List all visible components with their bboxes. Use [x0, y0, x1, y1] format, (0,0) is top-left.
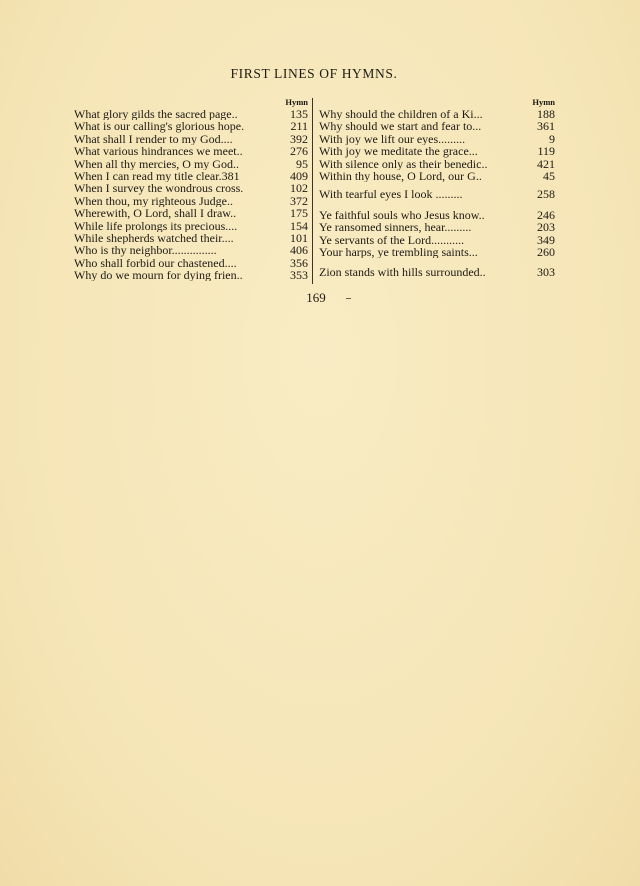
hymn-number: 421 — [537, 156, 555, 171]
list-item — [319, 108, 555, 120]
hymn-first-line: Why should we start and fear to... — [319, 120, 482, 133]
hymn-first-line: What various hindrances we meet.. — [74, 145, 243, 158]
hymn-first-line: Ye ransomed sinners, hear......... — [319, 221, 472, 234]
hymn-first-line: Who shall forbid our chastened.... — [74, 256, 237, 270]
hymn-first-line: What is our calling's glorious hope. — [74, 120, 245, 133]
hymn-first-line: With joy we meditate the grace... — [319, 145, 478, 158]
hymn-number: 356 — [290, 255, 308, 270]
hymn-first-line: With silence only as their benedic.. — [319, 157, 488, 170]
hymn-first-line: When thou, my righteous Judge.. — [74, 194, 233, 208]
list-item — [74, 220, 308, 232]
hymn-number: 246 — [537, 207, 555, 222]
list-item — [319, 266, 555, 278]
left-column — [74, 96, 308, 281]
hymn-number: 175 — [290, 206, 308, 221]
hymn-number: 406 — [290, 243, 308, 258]
hymn-number: 361 — [537, 119, 555, 134]
hymn-first-line: When I survey the wondrous cross. — [74, 182, 244, 195]
hymn-first-line: When I can read my title clear.381 — [74, 169, 240, 183]
hymn-first-line: With joy we lift our eyes......... — [319, 132, 466, 146]
hymn-first-line: Within thy house, O Lord, our G.. — [319, 169, 482, 183]
page-number: 169 — [306, 290, 326, 305]
list-item — [74, 108, 308, 120]
hymn-number: 119 — [537, 144, 555, 159]
hymn-number: 135 — [290, 107, 308, 121]
hymn-number: 211 — [290, 119, 308, 134]
hymn-number: 353 — [290, 268, 308, 283]
hymn-number: 45 — [543, 168, 555, 183]
list-item — [74, 195, 308, 207]
list-item — [74, 133, 308, 145]
hymn-first-line: Zion stands with hills surrounded.. — [319, 266, 486, 279]
print-mark — [346, 298, 351, 299]
hymn-number: 102 — [290, 181, 308, 196]
list-item — [74, 269, 308, 281]
column-heading: Hymn — [532, 97, 555, 107]
list-item — [74, 182, 308, 194]
list-item — [319, 133, 555, 145]
list-item — [319, 209, 555, 221]
hymn-first-line: What glory gilds the sacred page.. — [74, 108, 238, 121]
list-item — [74, 244, 308, 256]
right-column — [319, 96, 555, 279]
hymn-number: 9 — [549, 131, 555, 146]
list-item — [74, 120, 308, 132]
hymn-first-line: Your harps, ye trembling saints... — [319, 245, 478, 259]
hymn-number: 154 — [290, 218, 308, 233]
column-heading: Hymn — [285, 97, 308, 107]
list-item — [74, 232, 308, 244]
hymn-number: 260 — [537, 244, 555, 259]
hymn-first-line: Wherewith, O Lord, shall I draw.. — [74, 207, 237, 220]
hymn-number: 349 — [537, 232, 555, 247]
hymn-first-line: Why should the children of a Ki... — [319, 108, 483, 121]
list-item — [74, 257, 308, 269]
hymn-number: 372 — [290, 193, 308, 208]
hymn-number: 276 — [290, 144, 308, 159]
page-title: FIRST LINES OF HYMNS. — [230, 66, 398, 81]
list-item — [319, 246, 555, 258]
hymn-first-line: Ye servants of the Lord........... — [319, 233, 465, 246]
hymn-number: 101 — [290, 230, 308, 245]
list-item — [319, 120, 555, 132]
list-item — [319, 158, 555, 170]
list-item — [319, 234, 555, 246]
list-item — [319, 188, 555, 200]
list-item — [74, 158, 308, 170]
hymn-first-line: While shepherds watched their.... — [74, 231, 234, 245]
hymn-first-line: Who is thy neighbor............... — [74, 244, 217, 257]
hymn-number: 95 — [296, 156, 308, 171]
hymn-first-line: Why do we mourn for dying frien.. — [74, 269, 243, 282]
hymn-first-line: While life prolongs its precious.... — [74, 219, 238, 232]
hymn-number: 258 — [537, 187, 555, 202]
list-item — [74, 145, 308, 157]
hymn-first-line: Ye faithful souls who Jesus know.. — [319, 208, 485, 222]
list-item — [319, 145, 555, 157]
hymn-number: 203 — [537, 220, 555, 235]
list-item — [319, 221, 555, 233]
hymn-number: 303 — [537, 265, 555, 280]
hymn-number: 392 — [290, 131, 308, 146]
column-divider — [312, 98, 313, 284]
list-item — [74, 207, 308, 219]
hymn-number: 188 — [537, 107, 555, 121]
list-item — [74, 170, 308, 182]
hymn-first-line: With tearful eyes I look ......... — [319, 188, 463, 201]
hymn-number: 409 — [290, 168, 308, 183]
hymn-first-line: When all thy mercies, O my God.. — [74, 157, 239, 170]
hymn-first-line: What shall I render to my God.... — [74, 132, 233, 146]
list-item — [319, 170, 555, 182]
